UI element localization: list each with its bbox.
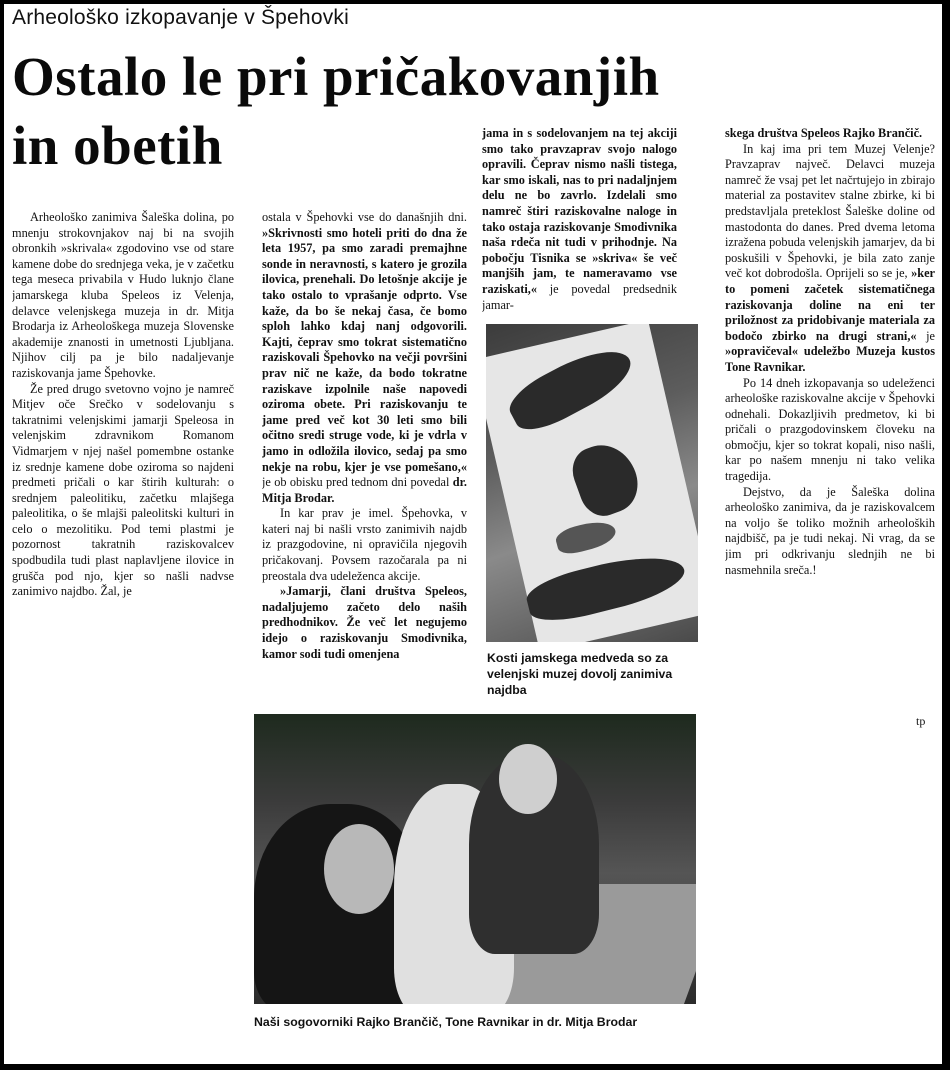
article-column-3 <box>482 126 677 316</box>
paragraph <box>725 126 935 142</box>
paragraph: Po 14 dneh izkopavanja so udeleženci arheološke raziskovalne akcije v Špehovki odnehali. Dokazljivih predmetov, ki bi pričali o prazgodovinskem človeku na območju, kjer so tokrat kopali, niso našli, kar po našem mnenju ni tako velika tragedija. <box>725 375 935 484</box>
quote-bold: jama in s sodelovanjem na tej akciji smo tako pravzaprav svojo nalogo opravili. Čeprav nismo našli tistega, kar smo iskali, nas to pri nadaljnjem delu ne bo zavrlo. Izdelali smo namreč štiri raziskovalne naloge in tako ostaja raziskovanje Smodivnika naša rdeča nit tudi v prihodnje. Na pobočju Tisnika se »skriva« še več manjših jam, te nameravamo vse raziskati,« <box>482 126 677 296</box>
photo-caption-1: Kosti jamskega medveda so za velenjski muzej dovolj zanimiva najdba <box>487 651 673 697</box>
headline-line-1: Ostalo le pri pričakovanjih <box>12 46 660 107</box>
article-column-4 <box>725 126 935 726</box>
paragraph <box>262 584 467 662</box>
paragraph: Že pred drugo svetovno vojno je namreč Mitjev oče Srečko v sodelovanju s takratnimi velenjskimi jamarji Speleosa in velenjskim zdravnikom Romanom Vidmarjem v njej našel pomembne ostanke iz srednje kamene dobe oziroma so najdeni predmeti pričali o kar štirih kulturah: o srednjem paleolitiku, začetku mlajšega paleolitika, o še mlajši paleolitski kulturi in celo o mezolitiku. Pod temi plastmi je pozornost takratnih raziskovalcev spodbudila tudi plast naplavljene ilovice in grušča pod njo, kjer so našli nadvse zanimivo najdbo. Žal, je <box>12 381 234 599</box>
bones-photo <box>486 324 698 642</box>
face-shape <box>499 744 557 814</box>
article-column-2 <box>262 210 467 690</box>
name-bold: skega društva Speleos Rajko Brančič. <box>725 126 923 140</box>
text-run: je povedal predsednik jamar- <box>482 281 677 312</box>
text-run: In kaj ima pri tem Muzej Velenje? Pravzaprav največ. Delavci muzeja namreč že vsaj pet let načrtujejo in zbirajo material za postavitev stalne zbirke, ki bi predstavljala preteklost Šaleške doline od mastodonta do danes. Pred dvema letoma izražena pobuda velenjskih jamarjev, da bi poskušili v Špehovki, je bila zato zanje več kot dobrodošla. Oprijeli so se je, <box>725 141 935 281</box>
article-column-1 <box>12 210 234 690</box>
newspaper-clipping <box>4 4 942 1064</box>
paragraph <box>725 142 935 376</box>
name-bold: dr. Mitja Brodar. <box>262 475 467 505</box>
author-signature: tp <box>916 714 926 728</box>
paragraph: Arheološko zanimiva Šaleška dolina, po mnenju strokovnjakov naj bi na svojih obronkih »skrivala« zgodovino vse od stare kamene dobe do srednjega veka, je v začetku tega meseca privabila v Hudo luknjo člane jamarskega kluba Speleos iz Velenja, delavce velenjskega muzeja in dr. Mitja Brodarja iz Arheološkega muzeja Slovenske akademije znanosti in umetnosti Ljubljana. Njihov cilj pa je bilo nadaljevanje raziskovanja jame Špehovke. <box>12 210 234 380</box>
paragraph: In kar prav je imel. Špehovka, v kateri naj bi našli vrsto zanimivih najdb iz prazgodovine, ni opravičila njegovih pričakovanj. Povsem razočarala pa ni preostala dva udeleženca akcije. <box>262 506 467 583</box>
quote-bold: »opravičeval« udeležbo Muzeja kustos Tone Ravnikar. <box>725 344 935 374</box>
text-run: je <box>916 328 935 343</box>
paragraph <box>262 210 467 506</box>
headline-line-2: in obetih <box>12 115 223 176</box>
paragraph <box>482 126 677 313</box>
photo-caption-2: Naši sogovorniki Rajko Brančič, Tone Ravnikar in dr. Mitja Brodar <box>254 1015 638 1029</box>
paragraph: Dejstvo, da je Šaleška dolina arheološko zanimiva, da je raziskovalcem na voljo še toliko možnih arheoloških najdbišč, pa je tudi nekaj. Ni vrag, da se jim pri odkrivanju slednjih ne bi nasmehnila sreča.! <box>725 484 935 577</box>
quote-bold: »Jamarji, člani društva Speleos, nadaljujemo začeto delo naših predhodnikov. Že več let negujemo idejo o raziskovanju Smodivnika, kamor sodi tudi omenjena <box>262 584 467 661</box>
face-shape <box>324 824 394 914</box>
text-run: je ob obisku pred tednom dni povedal <box>262 475 453 490</box>
text-run: ostala v Špehovki vse do današnjih dni. <box>262 210 467 224</box>
interview-photo <box>254 714 696 1004</box>
quote-bold: »Skrivnosti smo hoteli priti do dna že leta 1957, pa smo zaradi premajhne sonde in neravnosti, s katero je grozila ilovica, prenehali. Do letošnje akcije je tako ostalo to vprašanje odprto. Vse kaže, da bo še nekaj časa, če bomo sploh lahko kdaj nanj odgovorili. Kajti, čeprav smo tokrat sistematično raziskovali Špehovko na večji površini prav nič ne kaže, da bodo tokratne raziskave izpolnile naše napovedi oziroma obete. Pri raziskovanju te jame pred več kot 30 leti smo bili očitno sredi struge vode, ki je vdrla v jamo in odložila ilovico, sedaj pa smo nekje na robu, kjer je vse pomešano,« <box>262 225 467 474</box>
kicker: Arheološko izkopavanje v Špehovki <box>12 6 349 29</box>
quote-bold: »ker to pomeni začetek sistematičnega raziskovanja doline na eni ter priložnost za pridobivanje materiala za bodočo zbirko na drugi strani,« <box>725 266 935 343</box>
